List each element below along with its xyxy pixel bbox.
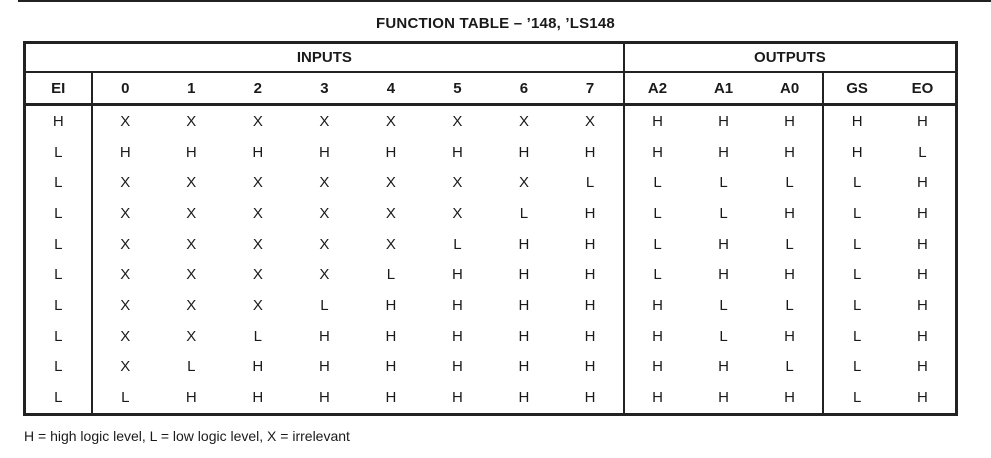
table-cell: H	[185, 143, 197, 161]
table-cell: H	[624, 382, 691, 414]
table-cell: H	[252, 358, 264, 376]
outputs-header: OUTPUTS	[624, 43, 957, 73]
table-cell: L	[719, 204, 728, 222]
table-cell: H	[385, 296, 397, 314]
column-header: EI	[25, 72, 92, 105]
table-cell: X	[452, 112, 463, 130]
table-cell: L	[54, 327, 63, 345]
table-cell: H	[584, 327, 596, 345]
table-cell: H	[784, 143, 795, 161]
table-cell: H	[624, 352, 691, 383]
table-cell: H	[518, 143, 530, 161]
table-cell: L	[624, 259, 691, 290]
column-header: 0	[92, 72, 159, 105]
table-cell: L	[785, 296, 794, 314]
table-cell: L	[54, 174, 63, 192]
top-rule	[18, 0, 991, 2]
table-cell: L	[92, 382, 159, 414]
table-cell: L	[823, 290, 890, 321]
table-cell: H	[624, 105, 691, 137]
table-cell: H	[917, 266, 928, 284]
table-cell: L	[823, 259, 890, 290]
table-cell: H	[624, 137, 691, 168]
table-cell: X	[92, 167, 159, 198]
legend-footnote: H = high logic level, L = low logic level, X = irrelevant	[24, 428, 350, 444]
table-cell: H	[917, 389, 928, 407]
table-cell: L	[785, 235, 794, 253]
table-cell: X	[252, 174, 263, 192]
table-cell: H	[584, 204, 596, 222]
table-cell: H	[518, 327, 530, 345]
table-cell: H	[584, 296, 596, 314]
table-cell: X	[186, 235, 197, 253]
table-cell: X	[186, 327, 197, 345]
table-cell: H	[624, 290, 691, 321]
table-cell: L	[719, 327, 728, 345]
table-cell: L	[453, 235, 462, 253]
table-cell: H	[917, 174, 928, 192]
column-header: 1	[158, 72, 225, 105]
column-header-row	[25, 72, 957, 105]
table-cell: H	[452, 389, 463, 407]
table-cell: H	[318, 358, 330, 376]
table-cell: X	[252, 296, 263, 314]
table-cell: H	[318, 389, 330, 407]
table-cell: L	[253, 327, 262, 345]
table-cell: H	[784, 389, 795, 407]
table-row	[25, 167, 957, 198]
table-cell: L	[54, 389, 63, 407]
table-cell: X	[319, 112, 330, 130]
table-cell: H	[718, 235, 729, 253]
table-cell: L	[719, 296, 728, 314]
table-cell: H	[518, 389, 530, 407]
table-cell: L	[823, 167, 890, 198]
table-cell: X	[518, 112, 529, 130]
table-cell: L	[54, 358, 63, 376]
table-cell: X	[252, 266, 263, 284]
table-cell: X	[319, 174, 330, 192]
column-header: GS	[823, 72, 890, 105]
table-cell: H	[252, 389, 264, 407]
table-cell: L	[54, 235, 63, 253]
table-cell: H	[318, 143, 330, 161]
table-cell: H	[385, 358, 397, 376]
table-cell: H	[917, 296, 928, 314]
table-cell: H	[452, 143, 463, 161]
table-cell: H	[518, 358, 530, 376]
table-cell: H	[318, 327, 330, 345]
table-cell: H	[784, 112, 795, 130]
table-row	[25, 382, 957, 414]
table-cell: H	[252, 143, 264, 161]
table-cell: X	[92, 198, 159, 229]
table-row	[25, 105, 957, 137]
table-cell: L	[823, 352, 890, 383]
table-row	[25, 259, 957, 290]
table-cell: X	[452, 204, 463, 222]
table-cell: X	[518, 174, 529, 192]
column-header: A0	[757, 72, 824, 105]
table-cell: H	[718, 143, 729, 161]
table-cell: H	[92, 137, 159, 168]
table-cell: H	[452, 327, 463, 345]
table-cell: X	[186, 204, 197, 222]
column-header: A1	[690, 72, 757, 105]
column-header: 2	[225, 72, 292, 105]
table-cell: H	[917, 204, 928, 222]
table-cell: H	[518, 235, 530, 253]
table-cell: L	[823, 198, 890, 229]
table-cell: L	[785, 358, 794, 376]
table-cell: L	[823, 321, 890, 352]
table-cell: L	[54, 204, 63, 222]
column-header: 6	[491, 72, 558, 105]
table-cell: H	[917, 235, 928, 253]
table-cell: X	[92, 229, 159, 260]
table-cell: L	[624, 198, 691, 229]
table-cell: H	[624, 321, 691, 352]
table-cell: H	[584, 389, 596, 407]
table-cell: L	[585, 174, 595, 192]
table-cell: H	[718, 358, 729, 376]
group-header-row	[25, 43, 957, 73]
table-cell: X	[92, 105, 159, 137]
table-cell: H	[584, 266, 596, 284]
table-body	[25, 105, 957, 415]
table-cell: L	[785, 174, 794, 192]
table-cell: L	[187, 358, 196, 376]
table-cell: H	[718, 389, 729, 407]
table-cell: X	[319, 204, 330, 222]
table-cell: X	[319, 235, 330, 253]
table-cell: L	[719, 174, 728, 192]
table-cell: H	[385, 143, 397, 161]
table-cell: X	[92, 321, 159, 352]
column-header: EO	[890, 72, 957, 105]
table-cell: X	[186, 174, 197, 192]
table-cell: X	[186, 296, 197, 314]
table-cell: L	[54, 296, 63, 314]
table-cell: X	[385, 174, 396, 192]
table-cell: H	[452, 358, 463, 376]
table-row	[25, 352, 957, 383]
table-cell: L	[54, 143, 63, 161]
table-cell: H	[718, 112, 729, 130]
table-cell: H	[784, 204, 795, 222]
table-cell: H	[917, 327, 928, 345]
table-cell: X	[92, 352, 159, 383]
table-cell: H	[823, 137, 890, 168]
table-cell: H	[185, 389, 197, 407]
table-cell: L	[918, 143, 927, 161]
table-cell: X	[92, 290, 159, 321]
table-cell: X	[385, 112, 396, 130]
column-header: 7	[557, 72, 624, 105]
table-cell: H	[452, 296, 463, 314]
table-cell: H	[584, 358, 596, 376]
table-cell: H	[518, 296, 530, 314]
table-cell: X	[252, 112, 263, 130]
table-cell: L	[823, 382, 890, 414]
table-cell: H	[385, 327, 397, 345]
table-cell: L	[823, 229, 890, 260]
table-row	[25, 137, 957, 168]
table-cell: L	[54, 266, 63, 284]
table-cell: X	[452, 174, 463, 192]
table-cell: X	[252, 235, 263, 253]
table-cell: H	[52, 112, 64, 130]
function-table	[23, 41, 958, 416]
table-row	[25, 229, 957, 260]
table-cell: H	[385, 389, 397, 407]
table-cell: X	[319, 266, 330, 284]
table-cell: X	[584, 112, 595, 130]
table-cell: X	[186, 266, 197, 284]
table-cell: X	[385, 235, 396, 253]
table-cell: H	[452, 266, 463, 284]
table-row	[25, 198, 957, 229]
table-cell: H	[823, 105, 890, 137]
table-cell: L	[386, 266, 396, 284]
table-cell: X	[252, 204, 263, 222]
table-cell: H	[917, 358, 928, 376]
table-cell: X	[186, 112, 197, 130]
column-header: A2	[624, 72, 691, 105]
inputs-header: INPUTS	[25, 43, 624, 73]
table-cell: L	[320, 296, 329, 314]
table-cell: H	[784, 266, 795, 284]
table-cell: X	[385, 204, 396, 222]
table-row	[25, 290, 957, 321]
table-cell: X	[92, 259, 159, 290]
table-title: FUNCTION TABLE – ’148, ’LS148	[376, 15, 615, 32]
table-cell: L	[519, 204, 529, 222]
table-cell: L	[624, 229, 691, 260]
column-header: 5	[424, 72, 491, 105]
column-header: 3	[291, 72, 358, 105]
table-cell: H	[917, 112, 928, 130]
column-header: 4	[358, 72, 425, 105]
table-cell: H	[718, 266, 729, 284]
table-cell: H	[584, 143, 596, 161]
table-cell: H	[784, 327, 795, 345]
table-cell: H	[584, 235, 596, 253]
table-row	[25, 321, 957, 352]
table-cell: L	[624, 167, 691, 198]
table-cell: H	[518, 266, 530, 284]
